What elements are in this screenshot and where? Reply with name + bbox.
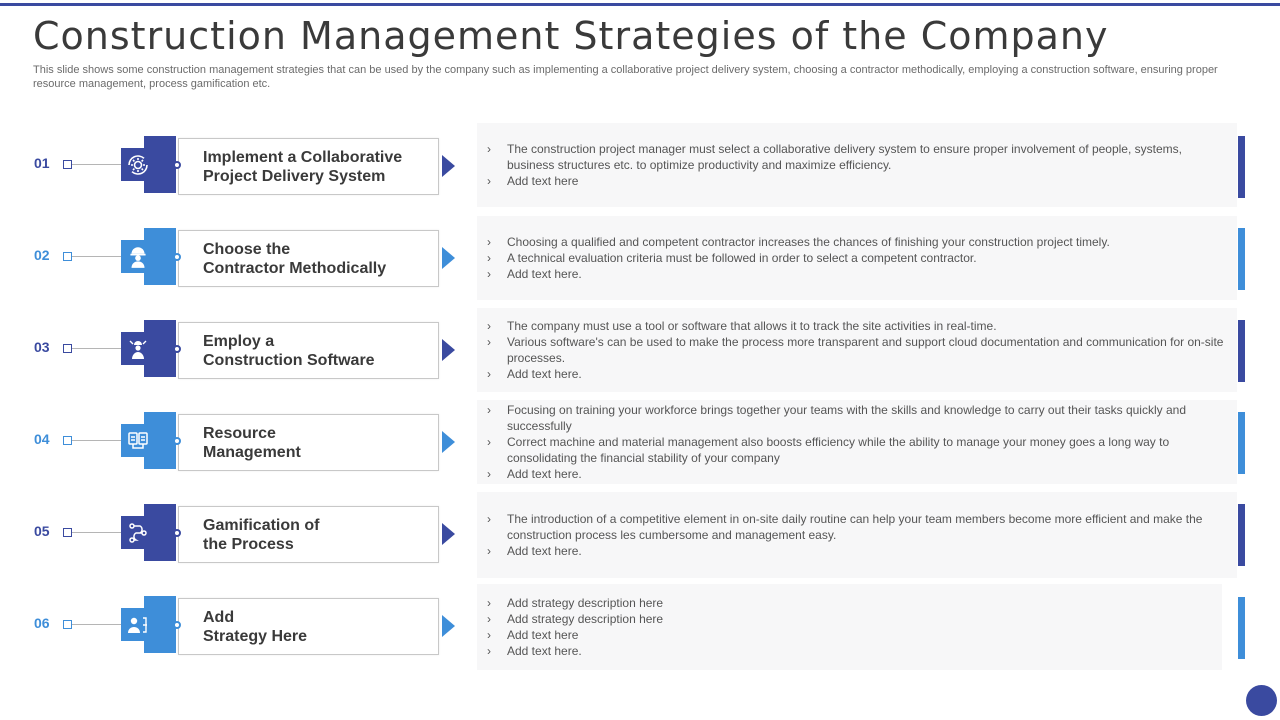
description-text: Choosing a qualified and competent contractor increases the chances of finishing your construction project timely. (507, 235, 1110, 249)
row-number: 04 (34, 431, 50, 447)
row-marker (63, 436, 72, 445)
strategy-label-box (178, 598, 439, 655)
strategy-label-box (178, 506, 439, 563)
strategy-description (477, 400, 1237, 484)
chevron-right-icon: › (487, 142, 491, 156)
label-dot (173, 621, 181, 629)
strategy-description (477, 492, 1237, 578)
description-text: Correct machine and material management also boosts efficiency while the ability to manage your money goes a long way to consolidating the financial stability of your company (507, 435, 1170, 465)
row-marker (63, 344, 72, 353)
description-point (487, 318, 1229, 334)
row-marker (63, 252, 72, 261)
label-dot (173, 345, 181, 353)
strategy-description (477, 584, 1222, 670)
chevron-right-icon: › (487, 644, 491, 658)
description-point (487, 643, 1214, 659)
row-connector (72, 348, 122, 349)
corner-circle (1246, 685, 1277, 716)
description-text: Add strategy description here (507, 596, 664, 610)
description-text: Various software's can be used to make the process more transparent and support cloud documentation and communication for on-site processes. (507, 335, 1224, 365)
strategy-label-box (178, 138, 439, 195)
accent-bar (1238, 136, 1245, 198)
gear-cycle-icon (121, 148, 154, 181)
strategy-label-box (178, 414, 439, 471)
row-connector (72, 440, 122, 441)
label-dot (173, 161, 181, 169)
strategy-label: Add Strategy Here (203, 608, 308, 645)
description-text: The construction project manager must select a collaborative delivery system to ensure proper involvement of people, systems, business structures etc. to optimize productivity and maximize efficiency. (507, 142, 1182, 172)
description-point (487, 141, 1229, 173)
chevron-right-icon: › (487, 251, 491, 265)
page-title: Construction Management Strategies of the Company (33, 14, 1109, 58)
chevron-right-icon: › (487, 544, 491, 558)
label-dot (173, 253, 181, 261)
arrow-right-icon (442, 155, 455, 177)
row-connector (72, 624, 122, 625)
description-text: Add text here (507, 628, 579, 642)
description-text: Add text here. (507, 267, 582, 281)
process-flow-icon (121, 516, 154, 549)
description-point (487, 611, 1214, 627)
row-marker (63, 620, 72, 629)
description-point (487, 402, 1229, 434)
description-text: Add text here. (507, 367, 582, 381)
accent-bar (1238, 412, 1245, 474)
description-point (487, 543, 1229, 559)
row-connector (72, 532, 122, 533)
label-dot (173, 437, 181, 445)
description-point (487, 511, 1229, 543)
description-point (487, 266, 1229, 282)
row-connector (72, 256, 122, 257)
row-marker (63, 160, 72, 169)
description-point (487, 173, 1229, 189)
chevron-right-icon: › (487, 512, 491, 526)
strategy-label-box (178, 230, 439, 287)
description-point (487, 250, 1229, 266)
strategy-label: Choose the Contractor Methodically (203, 240, 387, 277)
description-text: The introduction of a competitive element in on-site daily routine can help your team members become more efficient and make the construction process les cumbersome and management easy. (507, 512, 1203, 542)
page-subtitle: This slide shows some construction management strategies that can be used by the company such as implementing a collaborative project delivery system, choosing a contractor methodically, employing a construction software, ensuring proper resource management, process gamification etc. (33, 64, 1218, 90)
engineer-icon (121, 332, 154, 365)
chevron-right-icon: › (487, 467, 491, 481)
accent-bar (1238, 597, 1245, 659)
strategy-label: Resource Management (203, 424, 301, 461)
description-point (487, 366, 1229, 382)
strategy-description (477, 123, 1237, 207)
description-point (487, 434, 1229, 466)
description-point (487, 595, 1214, 611)
description-point (487, 466, 1229, 482)
chevron-right-icon: › (487, 435, 491, 449)
arrow-right-icon (442, 339, 455, 361)
resource-documents-icon (121, 424, 154, 457)
chevron-right-icon: › (487, 612, 491, 626)
row-number: 06 (34, 615, 50, 631)
row-number: 03 (34, 339, 50, 355)
description-point (487, 627, 1214, 643)
chevron-right-icon: › (487, 403, 491, 417)
description-text: Add text here. (507, 467, 582, 481)
top-accent-bar (0, 3, 1280, 6)
accent-bar (1238, 504, 1245, 566)
description-text: Add text here (507, 174, 579, 188)
row-marker (63, 528, 72, 537)
worker-hat-icon (121, 240, 154, 273)
user-strategy-icon (121, 608, 154, 641)
strategy-description (477, 216, 1237, 300)
chevron-right-icon: › (487, 319, 491, 333)
description-text: The company must use a tool or software that allows it to track the site activities in real-time. (507, 319, 997, 333)
row-number: 01 (34, 155, 50, 171)
strategy-label: Employ a Construction Software (203, 332, 375, 369)
chevron-right-icon: › (487, 628, 491, 642)
chevron-right-icon: › (487, 367, 491, 381)
strategy-label: Gamification of the Process (203, 516, 320, 553)
chevron-right-icon: › (487, 335, 491, 349)
description-point (487, 234, 1229, 250)
description-text: Focusing on training your workforce brings together your teams with the skills and knowledge to carry out their tasks quickly and successfully (507, 403, 1186, 433)
row-connector (72, 164, 122, 165)
arrow-right-icon (442, 431, 455, 453)
row-number: 05 (34, 523, 50, 539)
arrow-right-icon (442, 523, 455, 545)
accent-bar (1238, 320, 1245, 382)
description-text: Add strategy description here (507, 612, 664, 626)
description-text: Add text here. (507, 644, 582, 658)
arrow-right-icon (442, 247, 455, 269)
description-text: A technical evaluation criteria must be followed in order to select a competent contractor. (507, 251, 977, 265)
arrow-right-icon (442, 615, 455, 637)
accent-bar (1238, 228, 1245, 290)
strategy-label-box (178, 322, 439, 379)
label-dot (173, 529, 181, 537)
description-point (487, 334, 1229, 366)
chevron-right-icon: › (487, 235, 491, 249)
description-text: Add text here. (507, 544, 582, 558)
strategy-label: Implement a Collaborative Project Delivery System (203, 148, 403, 185)
chevron-right-icon: › (487, 596, 491, 610)
strategy-description (477, 308, 1237, 392)
chevron-right-icon: › (487, 174, 491, 188)
chevron-right-icon: › (487, 267, 491, 281)
row-number: 02 (34, 247, 50, 263)
